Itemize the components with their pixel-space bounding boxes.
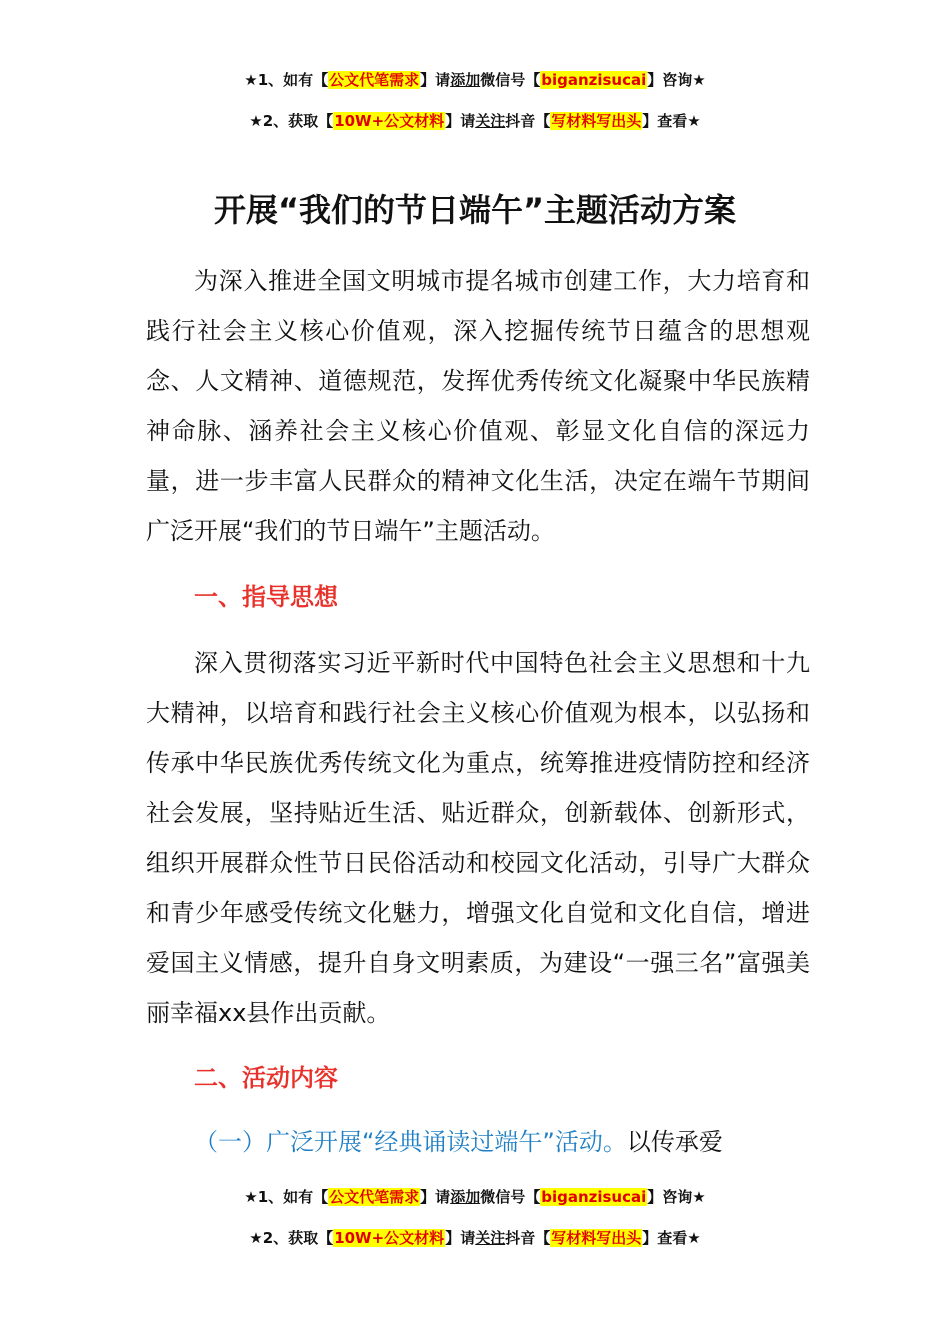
promo-emphasis: 关注 xyxy=(475,112,506,130)
promo-emphasis: 添加 xyxy=(450,1188,481,1206)
promo-text: ★2、获取【 xyxy=(249,1229,334,1247)
promo-highlight: 10W+公文材料 xyxy=(334,112,445,130)
promo-text: ★1、如有【 xyxy=(244,71,329,89)
section-heading-guiding-ideology: 一、指导思想 xyxy=(194,583,338,611)
bottom-promo-line-2 xyxy=(0,1227,950,1249)
promo-text: ★1、如有【 xyxy=(244,1188,329,1206)
promo-text: 】查看★ xyxy=(642,112,701,130)
promo-text: 】咨询★ xyxy=(647,1188,706,1206)
promo-text: 微信号【 xyxy=(480,1188,541,1206)
subsection-text: 以传承爱 xyxy=(626,1128,723,1156)
promo-highlight: 10W+公文材料 xyxy=(334,1229,445,1247)
promo-highlight: 公文代笔需求 xyxy=(329,71,420,89)
promo-text: 抖音【 xyxy=(505,112,551,130)
promo-douyin-id: 写材料写出头 xyxy=(551,112,642,130)
promo-text: 抖音【 xyxy=(505,1229,551,1247)
document-title: 开展“我们的节日端午”主题活动方案 xyxy=(213,191,737,229)
top-promo-line-2 xyxy=(0,110,950,132)
promo-text: 】请 xyxy=(445,1229,476,1247)
promo-text: 】查看★ xyxy=(642,1229,701,1247)
promo-highlight: 公文代笔需求 xyxy=(329,1188,420,1206)
subsection-line xyxy=(194,1117,723,1167)
promo-text: 微信号【 xyxy=(480,71,541,89)
intro-paragraph: 为深入推进全国文明城市提名城市创建工作，大力培育和践行社会主义核心价值观，深入挖掘传统节日蕴含的思想观念、人文精神、道德规范，发挥优秀传统文化凝聚中华民族精神命脉、涵养社会主义核心价值观、彰显文化自信的深远力量，进一步丰富人民群众的精神文化生活，决定在端午节期间广泛开展“我们的节日端午”主题活动。 xyxy=(146,267,810,545)
subsection-title: （一）广泛开展“经典诵读过端午”活动。 xyxy=(194,1128,627,1156)
promo-text: 】咨询★ xyxy=(647,71,706,89)
promo-douyin-id: 写材料写出头 xyxy=(551,1229,642,1247)
top-promo-line-1 xyxy=(0,69,950,91)
promo-text: 】请 xyxy=(420,71,451,89)
promo-emphasis: 关注 xyxy=(475,1229,506,1247)
promo-text: 】请 xyxy=(445,112,476,130)
promo-wechat-id: biganzisucai xyxy=(541,71,647,89)
promo-wechat-id: biganzisucai xyxy=(541,1188,647,1206)
promo-text: 】请 xyxy=(420,1188,451,1206)
section-heading-activity-content: 二、活动内容 xyxy=(194,1064,338,1092)
bottom-promo-line-1 xyxy=(0,1186,950,1208)
promo-emphasis: 添加 xyxy=(450,71,481,89)
guiding-ideology-paragraph: 深入贯彻落实习近平新时代中国特色社会主义思想和十九大精神，以培育和践行社会主义核心价值观为根本，以弘扬和传承中华民族优秀传统文化为重点，统筹推进疫情防控和经济社会发展，坚持贴近生活、贴近群众，创新载体、创新形式，组织开展群众性节日民俗活动和校园文化活动，引导广大群众和青少年感受传统文化魅力，增强文化自觉和文化自信，增进爱国主义情感，提升自身文明素质，为建设“一强三名”富强美丽幸福xx县作出贡献。 xyxy=(146,649,810,1027)
promo-text: ★2、获取【 xyxy=(249,112,334,130)
